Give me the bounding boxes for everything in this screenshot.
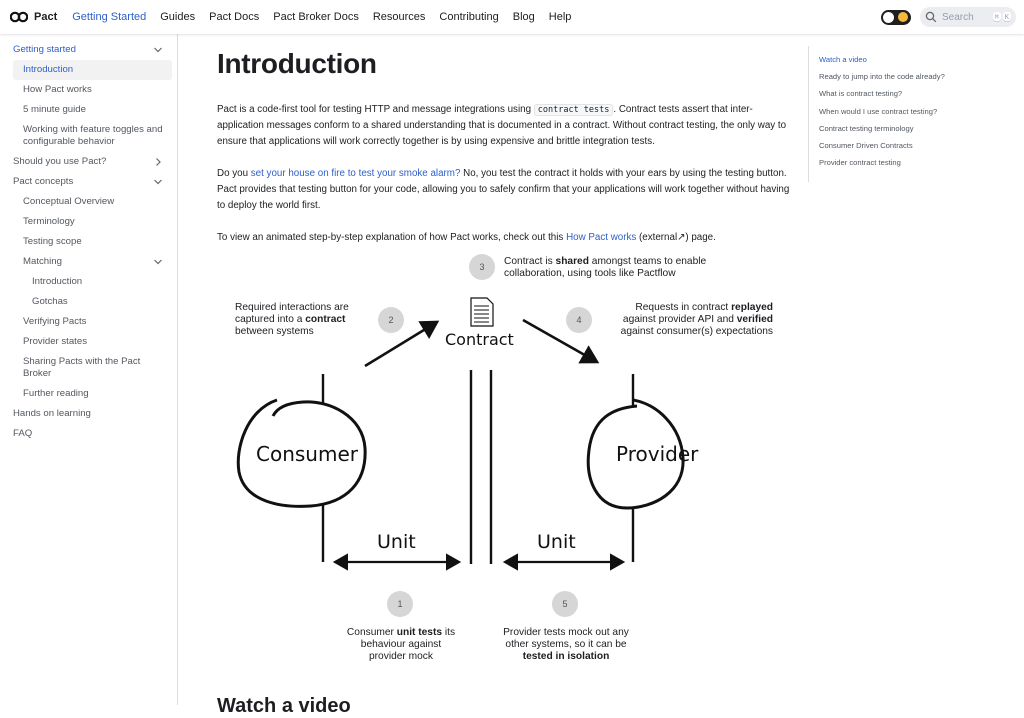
page-title: Introduction: [217, 48, 377, 79]
toc-jump-into-code[interactable]: Ready to jump into the code already?: [819, 72, 945, 82]
sidebar-item-terminology[interactable]: [0, 212, 177, 232]
smoke-alarm-paragraph: [217, 166, 791, 214]
sidebar: [0, 34, 178, 705]
toc-watch-video[interactable]: Watch a video: [819, 55, 867, 64]
how-pact-works-paragraph: [217, 230, 791, 246]
nav-help[interactable]: Help: [548, 11, 572, 23]
nav-guides[interactable]: Guides: [160, 11, 196, 23]
text-run: Do you: [217, 168, 251, 179]
bold-text: verified: [736, 314, 773, 325]
sidebar-item-5-minute-guide[interactable]: [0, 100, 177, 120]
sidebar-item-hands-on-learning[interactable]: [0, 404, 177, 424]
text-run: Consumer: [346, 627, 397, 638]
table-of-contents: [808, 46, 1008, 182]
sidebar-item-pact-concepts[interactable]: [0, 172, 177, 192]
sidebar-item-further-reading[interactable]: [0, 384, 177, 404]
nav-resources[interactable]: Resources: [372, 11, 426, 23]
navbar: [0, 0, 1024, 34]
sidebar-item-label: Hands on learning: [13, 408, 91, 419]
text-run: Contract is: [504, 256, 556, 267]
nav-contributing[interactable]: Contributing: [439, 11, 499, 23]
text-run: Requests in contract: [635, 302, 732, 313]
sidebar-item-introduction[interactable]: [13, 60, 172, 80]
toc-when-use-contract-testing[interactable]: When would I use contract testing?: [819, 106, 938, 116]
inline-code: contract tests: [534, 104, 614, 116]
document-icon: [471, 298, 493, 326]
sun-icon: [898, 12, 908, 22]
text-run: No, you test the contract it holds with your ears by using the testing button. Pact provides that testing button for your code, allowing you to safely confirm that your applications will work together without having to deploy the world first.: [217, 168, 790, 211]
bold-text: contract: [305, 314, 346, 325]
toc-provider-contract-testing[interactable]: Provider contract testing: [819, 158, 901, 168]
main-content: [217, 34, 791, 246]
nav-blog[interactable]: Blog: [512, 11, 535, 23]
text-run: against consumer(s) expectations: [620, 326, 773, 337]
text-run: Required interactions are captured into a: [235, 302, 349, 325]
sidebar-item-verifying-pacts[interactable]: [0, 312, 177, 332]
sidebar-item-matching[interactable]: [0, 252, 177, 272]
toc-consumer-driven-contracts[interactable]: Consumer Driven Contracts: [819, 140, 913, 150]
kbd-cmd: ⌘: [994, 13, 999, 21]
sidebar-item-label: 5 minute guide: [23, 104, 86, 115]
unit-label-right: Unit: [537, 531, 576, 553]
chevron-down-icon[interactable]: [153, 45, 163, 55]
unit-label-left: Unit: [377, 531, 416, 553]
sidebar-item-label: Working with feature toggles and configurable behavior: [23, 124, 163, 147]
text-run: between systems: [235, 326, 314, 337]
sidebar-item-label: Should you use Pact?: [13, 156, 107, 167]
step-3-badge: 3: [469, 254, 495, 280]
sidebar-item-how-pact-works[interactable]: [0, 80, 177, 100]
sidebar-item-label: Conceptual Overview: [23, 196, 115, 207]
text-run: . Contract tests assert that inter-application messages conform to a shared understanding that is documented in a contract. Without contract testing, the only way to ensure that applications will work correctly together is by using expensive and brittle integration tests.: [217, 104, 787, 147]
step-4-badge: 4: [566, 307, 592, 333]
sidebar-item-label: Introduction: [32, 276, 83, 287]
watch-video-heading: Watch a video: [217, 695, 351, 717]
sidebar-item-label: Pact concepts: [13, 176, 74, 187]
step-1-text: [345, 627, 457, 663]
text-run: its behaviour against provider mock: [360, 627, 456, 662]
sidebar-item-getting-started[interactable]: [0, 40, 177, 60]
bold-text: shared: [555, 256, 589, 267]
sidebar-item-feature-toggles[interactable]: [0, 120, 177, 152]
sidebar-item-provider-states[interactable]: [0, 332, 177, 352]
sidebar-item-label: Matching: [23, 256, 62, 267]
nav-getting-started[interactable]: Getting Started: [72, 11, 147, 23]
pact-logo-icon: [10, 10, 28, 24]
sidebar-item-label: Gotchas: [32, 296, 68, 307]
provider-label: Provider: [616, 442, 699, 466]
sidebar-item-label: FAQ: [13, 428, 33, 439]
step-5-badge: 5: [552, 591, 578, 617]
brand-name: Pact: [34, 11, 58, 23]
consumer-label: Consumer: [256, 442, 358, 466]
toggle-knob: [883, 12, 894, 23]
sidebar-item-testing-scope[interactable]: [0, 232, 177, 252]
sidebar-item-should-you-use-pact[interactable]: [0, 152, 177, 172]
how-pact-works-link[interactable]: How Pact works: [566, 232, 637, 243]
sidebar-item-conceptual-overview[interactable]: [0, 192, 177, 212]
text-run: Pact is a code-first tool for testing HTTP and message integrations using: [217, 104, 534, 115]
bold-text: replayed: [731, 302, 773, 313]
step-3-text: [504, 256, 734, 280]
search-placeholder: Search: [942, 11, 974, 23]
search-button[interactable]: [920, 7, 1016, 27]
toc-terminology[interactable]: Contract testing terminology: [819, 123, 914, 133]
bold-text: unit tests: [396, 627, 443, 638]
step-4-text: [607, 302, 773, 338]
search-icon: [925, 11, 937, 23]
sidebar-item-label: How Pact works: [23, 84, 92, 95]
text-run: amongst teams to enable collaboration, using tools like Pactflow: [504, 256, 707, 279]
toc-what-is-contract-testing[interactable]: What is contract testing?: [819, 89, 903, 99]
sidebar-item-label: Introduction: [23, 64, 74, 75]
brand-link[interactable]: [10, 10, 57, 24]
intro-paragraph: [217, 102, 791, 150]
sidebar-item-gotchas[interactable]: [0, 292, 177, 312]
chevron-down-icon[interactable]: [153, 177, 163, 187]
sidebar-item-label: Provider states: [23, 336, 87, 347]
step-5-text: [501, 627, 631, 663]
nav-pact-broker-docs[interactable]: Pact Broker Docs: [273, 11, 359, 23]
step-2-text: [235, 302, 367, 338]
text-run: Provider tests mock out any other systems, so it can be: [503, 627, 629, 650]
sidebar-item-label: Verifying Pacts: [23, 316, 87, 327]
sidebar-item-label: Getting started: [13, 44, 76, 55]
kbd-k: K: [1004, 13, 1009, 21]
nav-pact-docs[interactable]: Pact Docs: [209, 11, 260, 23]
sidebar-item-label: Further reading: [23, 388, 89, 399]
bold-text: tested in isolation: [522, 651, 610, 662]
smoke-alarm-link[interactable]: set your house on fire to test your smoke alarm?: [250, 168, 461, 179]
sidebar-item-label: Sharing Pacts with the Pact Broker: [23, 356, 141, 379]
text-run: (external↗) page.: [636, 232, 716, 243]
sidebar-item-sharing-pacts[interactable]: [0, 352, 177, 384]
text-run: To view an animated step-by-step explanation of how Pact works, check out this: [217, 232, 567, 243]
chevron-down-icon[interactable]: [153, 257, 163, 267]
arrow-to-contract: [365, 322, 437, 366]
contract-label: Contract: [445, 330, 514, 349]
step-1-badge: 1: [387, 591, 413, 617]
sidebar-item-faq[interactable]: [0, 424, 177, 444]
sidebar-item-matching-introduction[interactable]: [0, 272, 177, 292]
pact-diagram: [217, 250, 791, 670]
theme-toggle[interactable]: [881, 10, 911, 25]
chevron-right-icon[interactable]: [153, 157, 163, 167]
sidebar-item-label: Terminology: [23, 216, 75, 227]
sidebar-item-label: Testing scope: [23, 236, 82, 247]
text-run: against provider API and: [622, 314, 737, 325]
step-2-badge: 2: [378, 307, 404, 333]
